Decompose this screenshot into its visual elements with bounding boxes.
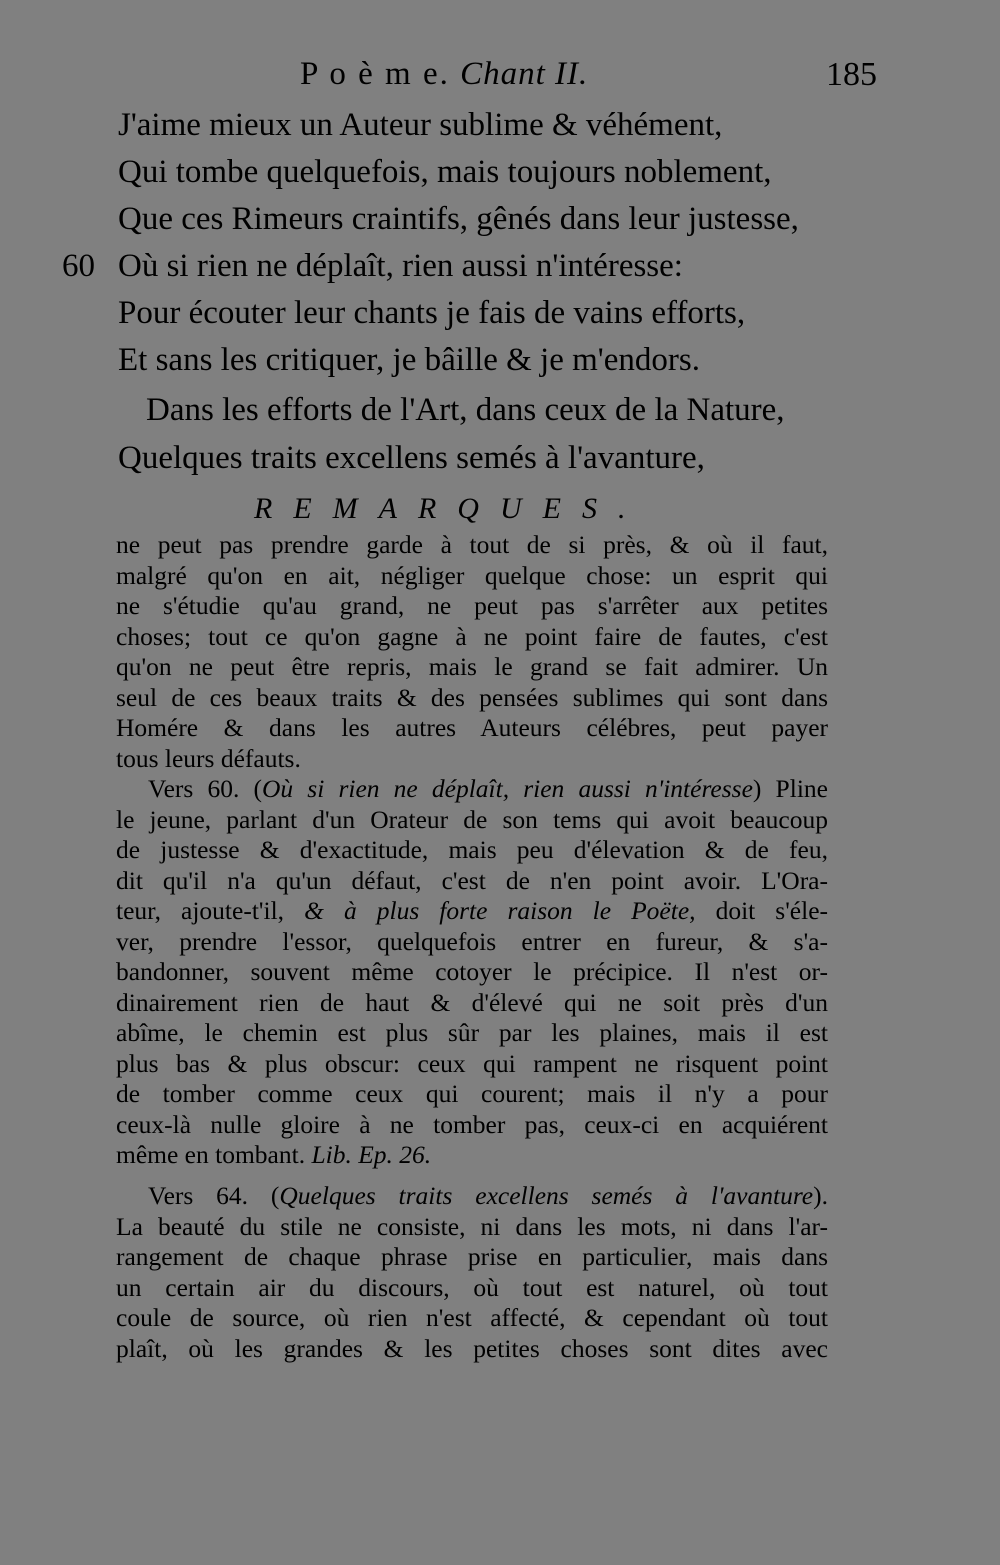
note-citation: Lib. Ep. 26.: [311, 1140, 432, 1169]
note-line: abîme, le chemin est plus sûr par les plaines, mais il est: [116, 1018, 828, 1047]
verse-line: Dans les efforts de l'Art, dans ceux de la Nature,: [146, 392, 785, 428]
note-quote: Où si rien ne déplaît, rien aussi n'intéresse: [261, 774, 753, 803]
verse-line: Et sans les critiquer, je bâille & je m'endors.: [118, 342, 700, 378]
page-header: [0, 50, 1000, 100]
note-line: choses; tout ce qu'on gagne à ne point faire de fautes, c'est: [116, 621, 828, 651]
note-line: un certain air du discours, où tout est naturel, où tout: [116, 1272, 828, 1302]
note-line: de tomber comme ceux qui courent; mais il n'y a pour: [116, 1079, 828, 1108]
verse-line: Que ces Rimeurs craintifs, gênés dans leur justesse,: [118, 201, 799, 237]
verse-line: Pour écouter leur chants je fais de vains efforts,: [118, 295, 746, 331]
note-line: qu'on ne peut être repris, mais le grand se fait admirer. Un: [116, 652, 828, 681]
note-line: [148, 1181, 828, 1212]
running-head: [300, 56, 588, 93]
note-line: de justesse & d'exactitude, mais peu d'élevation & de feu,: [116, 835, 828, 864]
verse-line: Qui tombe quelquefois, mais toujours noblement,: [118, 154, 772, 190]
remarques-heading: REMARQUES.: [254, 492, 647, 525]
note-line: coule de source, où rien n'est affecté, & cependant où tout: [116, 1303, 828, 1332]
note-line: ver, prendre l'essor, quelquefois entrer en fureur, & s'a-: [116, 926, 828, 956]
note-line: dinairement rien de haut & d'élevé qui ne soit près d'un: [116, 987, 828, 1017]
note-line: tous leurs défauts.: [116, 743, 301, 773]
note-text: Vers 60. (: [148, 774, 262, 803]
note-line: [116, 896, 828, 927]
note-text: teur, ajoute-t'il,: [116, 896, 285, 925]
note-line: seul de ces beaux traits & des pensées sublimes qui sont dans: [116, 682, 828, 712]
verse-line: J'aime mieux un Auteur sublime & véhément,: [118, 107, 723, 143]
verse-line: Où si rien ne déplaît, rien aussi n'intéresse:: [118, 248, 683, 284]
page-number: 185: [826, 56, 877, 93]
note-line: ne s'étudie qu'au grand, ne peut pas s'arrêter aux petites: [116, 591, 828, 620]
note-line: [116, 1140, 828, 1171]
running-head-title: P o è m e.: [300, 56, 450, 92]
note-line: le jeune, parlant d'un Orateur de son tems qui avoit beaucoup: [116, 804, 828, 834]
note-text: doit s'éle-: [715, 896, 829, 925]
note-quote: Quelques traits excellens semés à l'avanture: [279, 1181, 814, 1210]
note-text: ) Pline: [752, 774, 828, 803]
note-line: [148, 774, 828, 805]
note-line: Homére & dans les autres Auteurs célébres, peut payer: [116, 713, 828, 742]
verse-number: 60: [62, 248, 95, 284]
note-text: même en tombant.: [116, 1140, 306, 1169]
verse-line: Quelques traits excellens semés à l'avanture,: [118, 440, 705, 476]
note-text: Vers 64. (: [148, 1181, 280, 1210]
note-line: ceux-là nulle gloire à ne tomber pas, ceux-ci en acquiérent: [116, 1109, 828, 1139]
note-line: La beauté du stile ne consiste, ni dans les mots, ni dans l'ar-: [116, 1211, 828, 1241]
note-line: plus bas & plus obscur: ceux qui rampent ne risquent point: [116, 1048, 828, 1078]
note-quote: & à plus forte raison le Poëte,: [304, 896, 696, 925]
note-line: malgré qu'on en ait, négliger quelque chose: un esprit qui: [116, 560, 828, 590]
note-line: ne peut pas prendre garde à tout de si près, & où il faut,: [116, 530, 828, 559]
note-line: plaît, où les grandes & les petites choses sont dites avec: [116, 1333, 828, 1363]
running-head-chant: Chant II.: [460, 56, 589, 92]
note-line: rangement de chaque phrase prise en particulier, mais dans: [116, 1242, 828, 1271]
note-text: ).: [813, 1181, 828, 1210]
note-line: bandonner, souvent même cotoyer le précipice. Il n'est or-: [116, 957, 828, 986]
note-line: dit qu'il n'a qu'un défaut, c'est de n'en point avoir. L'Ora-: [116, 865, 828, 895]
